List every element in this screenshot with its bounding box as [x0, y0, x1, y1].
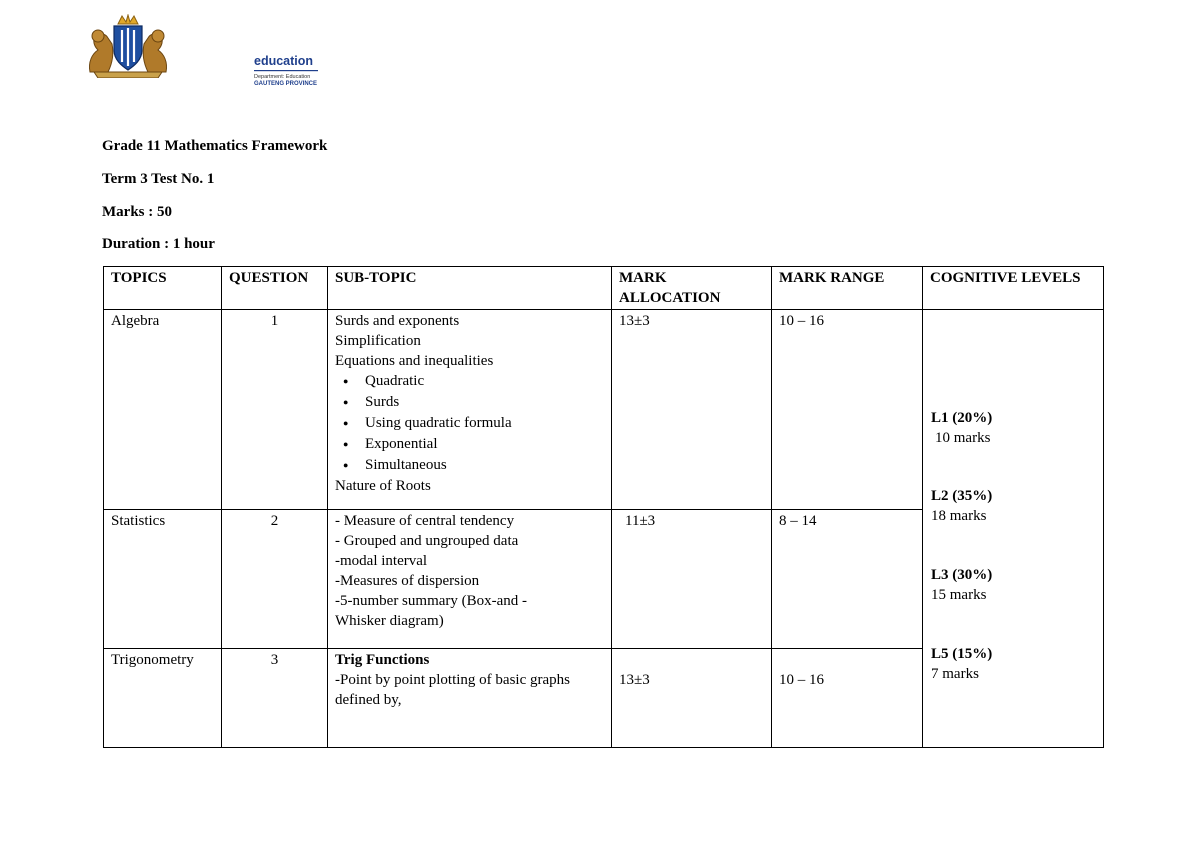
question-cell: 3 [222, 649, 328, 748]
list-item: ● Using quadratic formula [365, 413, 604, 434]
cognitive-level-label: L5 (15%) [931, 646, 993, 662]
cognitive-level-label: L3 (30%) [931, 567, 993, 583]
list-item: ● Simultaneous [365, 455, 604, 476]
cognitive-level-1 [931, 408, 992, 448]
subtopic-line: -Measures of dispersion [335, 573, 480, 589]
subtopic-line: defined by, [335, 692, 402, 708]
mark-allocation-cell: 11±3 [612, 510, 772, 649]
mark-range-cell: 8 – 14 [772, 510, 923, 649]
subtopic-cell [328, 510, 612, 649]
header-mark-allocation: MARK ALLOCATION [612, 267, 772, 310]
logo-name: education [254, 54, 314, 68]
mark-range-cell: 10 – 16 [772, 310, 923, 510]
question-cell: 2 [222, 510, 328, 649]
subtopic-line: -modal interval [335, 553, 428, 569]
list-item: ● Surds [365, 392, 604, 413]
cognitive-level-2 [931, 486, 992, 526]
header-mark-range: MARK RANGE [772, 267, 923, 310]
total-marks: Marks : 50 [102, 204, 172, 220]
subtopic-line: -Point by point plotting of basic graphs [335, 672, 570, 688]
subtopic-line: - Grouped and ungrouped data [335, 533, 519, 549]
table-header-row [104, 267, 1104, 310]
mark-range-cell: 10 – 16 [772, 649, 923, 748]
list-item: ● Quadratic [365, 371, 604, 392]
cognitive-level-marks: 15 marks [931, 587, 987, 603]
logo-wordmark [254, 55, 318, 87]
cognitive-level-3 [931, 565, 992, 605]
header-cognitive-levels: COGNITIVE LEVELS [923, 267, 1104, 310]
topic-cell: Algebra [104, 310, 222, 510]
logo-province: GAUTENG PROVINCE [254, 81, 318, 87]
document-title: Grade 11 Mathematics Framework [102, 138, 328, 154]
test-number: Term 3 Test No. 1 [102, 171, 215, 187]
duration: Duration : 1 hour [102, 236, 215, 252]
logo-rule [254, 70, 318, 72]
gauteng-education-logo [86, 14, 318, 87]
subtopic-title: Trig Functions [335, 652, 430, 668]
topic-cell: Trigonometry [104, 649, 222, 748]
subtopic-line: Whisker diagram) [335, 613, 444, 629]
subtopic-line: Surds and exponents [335, 313, 460, 329]
cognitive-level-label: L2 (35%) [931, 488, 993, 504]
cognitive-level-4 [931, 644, 992, 684]
mark-allocation-cell: 13±3 [612, 649, 772, 748]
subtopic-line: Equations and inequalities [335, 353, 494, 369]
cognitive-level-label: L1 (20%) [931, 410, 993, 426]
subtopic-line: -5-number summary (Box-and - [335, 593, 528, 609]
header-subtopic: SUB-TOPIC [328, 267, 612, 310]
logo-department: Department: Education [254, 73, 311, 80]
subtopic-line: Nature of Roots [335, 478, 431, 494]
list-item: ● Exponential [365, 434, 604, 455]
subtopic-line: - Measure of central tendency [335, 513, 515, 529]
framework-table [103, 266, 1104, 748]
cognitive-level-marks: 7 marks [931, 666, 979, 682]
question-cell: 1 [222, 310, 328, 510]
cognitive-level-marks: 18 marks [931, 508, 987, 524]
coat-of-arms-icon [86, 14, 170, 78]
subtopic-line: Simplification [335, 333, 421, 349]
header-question: QUESTION [222, 267, 328, 310]
mark-allocation-cell: 13±3 [612, 310, 772, 510]
subtopic-cell [328, 310, 612, 510]
subtopic-bullet-list [335, 371, 604, 476]
cognitive-levels-cell [923, 310, 1104, 748]
topic-cell: Statistics [104, 510, 222, 649]
table-row [104, 310, 1104, 510]
header-topics: TOPICS [104, 267, 222, 310]
cognitive-level-marks: 10 marks [935, 430, 991, 446]
subtopic-cell [328, 649, 612, 748]
